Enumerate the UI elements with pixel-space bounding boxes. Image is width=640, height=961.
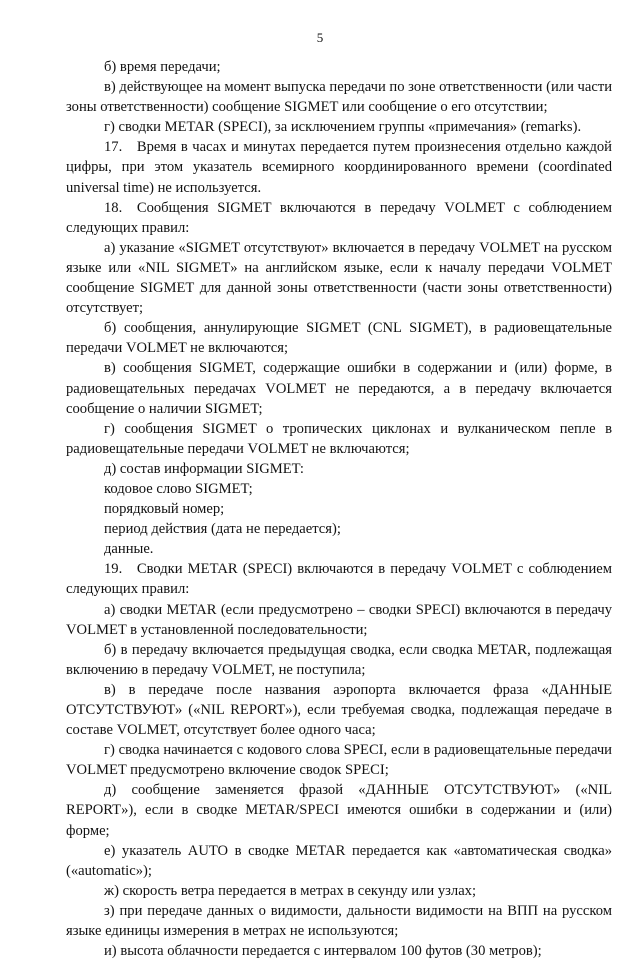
paragraph-clause-17: 17. Время в часах и минутах передается путем произнесения отдельно каждой цифры, при этом указатель всемирного координированного времени (coordinated universal time) не используется. (66, 139, 612, 196)
paragraph-19-item-z: з) при передаче данных о видимости, дальности видимости на ВПП на русском языке единицы измерения в метрах не используются; (66, 902, 612, 940)
paragraph-19-item-i: и) высота облачности передается с интервалом 100 футов (30 метров); (104, 943, 542, 960)
paragraph-18-list-data: данные. (104, 541, 154, 558)
paragraph-clause-19: 19. Сводки METAR (SPECI) включаются в передачу VOLMET с соблюдением следующих правил: (66, 561, 612, 598)
paragraph-18-list-validity-period: период действия (дата не передается); (104, 521, 341, 538)
paragraph-19-item-zh: ж) скорость ветра передается в метрах в секунду или узлах; (104, 882, 477, 899)
paragraph-18-item-v: в) сообщения SIGMET, содержащие ошибки в содержании и (или) форме, в радиовещательных передачах VOLMET не передаются, а в передачу включается сообщение о наличии SIGMET; (66, 360, 612, 417)
document-body (66, 57, 612, 961)
paragraph-18-item-b: б) сообщения, аннулирующие SIGMET (CNL SIGMET), в радиовещательные передачи VOLMET не включаются; (66, 320, 612, 357)
paragraph-18-item-d: д) состав информации SIGMET: (104, 460, 304, 477)
paragraph-19-item-v: в) в передаче после названия аэропорта включается фраза «ДАННЫЕ ОТСУТСТВУЮТ» («NIL REPORT»), если требуемая сводка, подлежащая передаче в составе VOLMET, отсутствует более одного часа; (66, 681, 612, 739)
paragraph-19-item-a: а) сводки METAR (если предусмотрено – сводки SPECI) включаются в передачу VOLMET в установленной последовательности; (66, 601, 612, 638)
paragraph-19-item-b: б) в передачу включается предыдущая сводка, если сводка METAR, подлежащая включению в передачу VOLMET, не поступила; (66, 641, 612, 678)
paragraph-19-item-g: г) сводка начинается с кодового слова SPECI, если в радиовещательные передачи VOLMET предусмотрено включение сводок SPECI; (66, 742, 612, 779)
paragraph-clause-18: 18. Сообщения SIGMET включаются в передачу VOLMET с соблюдением следующих правил: (66, 199, 612, 236)
paragraph-18-item-g: г) сообщения SIGMET о тропических циклонах и вулканическом пепле в радиовещательные передачи VOLMET не включаются; (66, 420, 612, 457)
page-number: 5 (316, 30, 324, 45)
paragraph-18-list-code-word: кодовое слово SIGMET; (104, 480, 253, 497)
paragraph-item-b-transmission-time: б) время передачи; (104, 59, 221, 75)
paragraph-18-list-serial-number: порядковый номер; (104, 501, 225, 518)
paragraph-19-item-d: д) сообщение заменяется фразой «ДАННЫЕ ОТСУТСТВУЮТ» («NIL REPORT»), если в сводке METAR/SPECI имеются ошибки в содержании и (или) форме; (66, 782, 612, 839)
paragraph-item-g-metar-speci: г) сводки METAR (SPECI), за исключением группы «примечания» (remarks). (104, 119, 582, 136)
paragraph-item-v-sigmet-current: в) действующее на момент выпуска передачи по зоне ответственности (или части зоны ответственности) сообщение SIGMET или сообщение о его отсутствии; (66, 79, 613, 116)
paragraph-19-item-e: е) указатель AUTO в сводке METAR передается как «автоматическая сводка» («automatic»); (66, 842, 612, 879)
paragraph-18-item-a: а) указание «SIGMET отсутствуют» включается в передачу VOLMET на русском языке или «NIL SIGMET» на английском языке, если к началу передачи VOLMET сообщение SIGMET для данной зоны ответственности (части зоны ответственности) отсутствует; (66, 239, 612, 317)
